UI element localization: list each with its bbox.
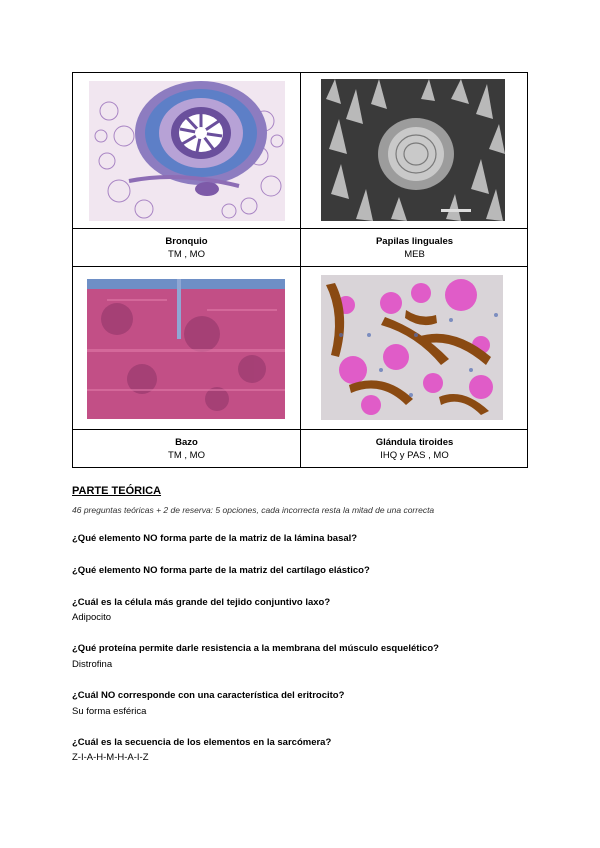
theory-section-header	[72, 484, 532, 516]
caption-name: Bazo	[175, 437, 198, 448]
caption-technique: TM , MO	[168, 249, 205, 260]
answer-6: Z-I-A-H-M-H-A-I-Z	[72, 752, 149, 763]
section-title: PARTE TEÓRICA	[72, 485, 162, 497]
question-6: ¿Cuál es la secuencia de los elementos en la sarcómera?	[72, 737, 332, 748]
table-divider-1	[73, 228, 527, 229]
caption-papilas	[301, 235, 528, 261]
thyroid-micrograph	[321, 275, 503, 420]
table-divider-2	[73, 266, 527, 267]
caption-technique: IHQ y PAS , MO	[380, 450, 449, 461]
answer-5: Su forma esférica	[72, 706, 147, 717]
bronchus-micrograph	[89, 81, 285, 221]
caption-bazo	[73, 436, 300, 462]
question-2: ¿Qué elemento NO forma parte de la matriz del cartílago elástico?	[72, 565, 370, 576]
table-divider-vertical	[300, 73, 301, 467]
table-divider-3	[73, 429, 527, 430]
caption-technique: MEB	[404, 249, 425, 260]
question-1: ¿Qué elemento NO forma parte de la matriz de la lámina basal?	[72, 533, 358, 544]
caption-name: Bronquio	[165, 236, 208, 247]
spleen-micrograph	[87, 279, 285, 419]
caption-tiroides	[301, 436, 528, 462]
histology-image-table	[72, 72, 528, 468]
answer-3: Adipocito	[72, 612, 112, 623]
question-5: ¿Cuál NO corresponde con una característica del eritrocito?	[72, 690, 345, 701]
caption-bronquio	[73, 235, 300, 261]
question-4: ¿Qué proteína permite darle resistencia a la membrana del músculo esquelético?	[72, 643, 439, 654]
lingual-papillae-micrograph	[321, 79, 505, 221]
answer-4: Distrofina	[72, 659, 113, 670]
caption-name: Papilas linguales	[375, 236, 454, 247]
question-3: ¿Cuál es la célula más grande del tejido conjuntivo laxo?	[72, 597, 331, 608]
caption-technique: TM , MO	[168, 450, 205, 461]
section-subtitle: 46 preguntas teóricas + 2 de reserva: 5 opciones, cada incorrecta resta la mitad de una correcta	[72, 505, 435, 515]
caption-name: Glándula tiroides	[375, 437, 454, 448]
